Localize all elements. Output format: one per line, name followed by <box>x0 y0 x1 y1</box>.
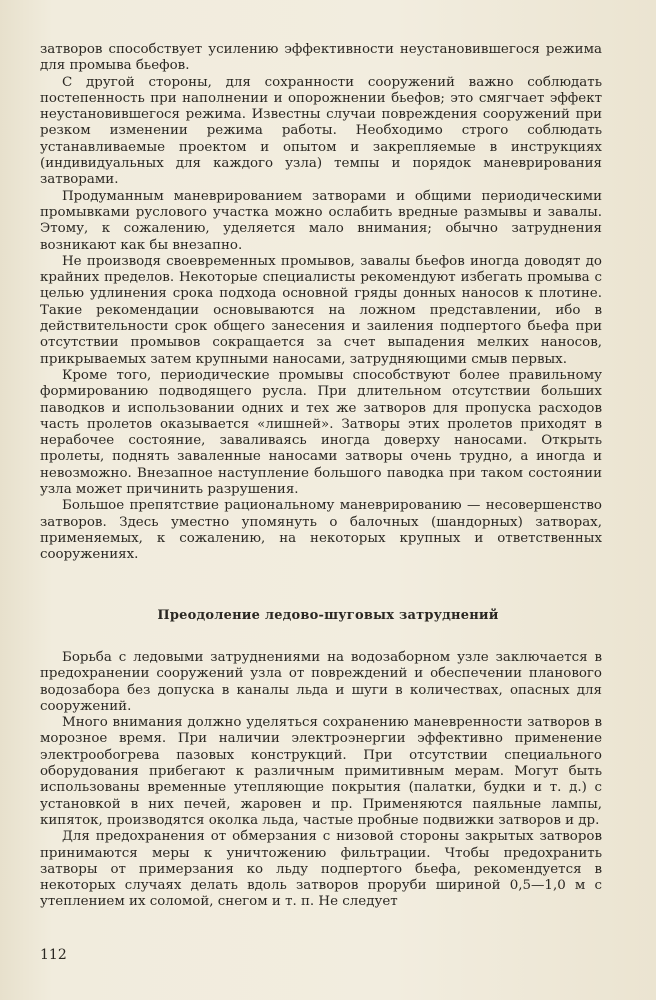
paragraph: С другой стороны, для сохранности сооружений важно соблюдать постепенность при наполнении и опорожнении бьефов; это смягчает эффект неустановившегося режима. Известны случаи повреждения сооружений при резком изменении режима работы. Необходимо строго соблюдать устанавливаемые проектом и опытом и закрепляемые в инструкциях (индивидуальных для каждого узла) темпы и порядок маневрирования затворами. <box>40 74 602 188</box>
paragraph: Не производя своевременных промывов, завалы бьефов иногда доводят до крайних пределов. Некоторые специалисты рекомендуют избегать промыва с целью удлинения срока подхода основной гряды донных наносов к плотине. Такие рекомендации основываются на ложном представлении, ибо в действительности срок общего занесения и заиления подпертого бьефа при отсутствии промывов сокращается за счет выпадения мелких наносов, прикрываемых затем крупными наносами, затрудняющими смыв первых. <box>40 253 602 367</box>
section-heading: Преодоление ледово-шуговых затруднений <box>157 608 499 623</box>
paragraph: Кроме того, периодические промывы способствуют более правильному формированию подводящего русла. При длительном отсутствии больших паводков и использовании одних и тех же затворов для пропуска расходов часть пролетов оказывается «лишней». Затворы этих пролетов приходят в нерабочее состояние, заваливаясь иногда доверху наносами. Открыть пролеты, поднять заваленные наносами затворы очень трудно, а иногда и невозможно. Внезапное наступление большого паводка при таком состоянии узла может причинить разрушения. <box>40 367 602 498</box>
body-text-after-heading <box>40 650 602 911</box>
paragraph: Большое препятствие рациональному маневрированию — несовершенство затворов. Здесь уместно упомянуть о балочных (шандорных) затворах, применяемых, к сожалению, на некоторых крупных и ответственных сооружениях. <box>40 498 602 563</box>
paragraph: Продуманным маневрированием затворами и общими периодическими промывками руслового участка можно ослабить вредные размывы и завалы. Этому, к сожалению, уделяется мало внимания; обычно затруднения возникают как бы внезапно. <box>40 188 602 253</box>
page-number: 112 <box>40 947 67 963</box>
paragraph: Борьба с ледовыми затруднениями на водозаборном узле заключается в предохранении сооружений узла от повреждений и обеспечении планового водозабора без допуска в каналы льда и шуги в количествах, опасных для сооружений. <box>40 650 602 714</box>
body-text-before-heading <box>40 42 602 564</box>
paragraph: Для предохранения от обмерзания с низовой стороны закрытых затворов принимаются меры к уничтожению фильтрации. Чтобы предохранить затворы от примерзания ко льду подпертого бьефа, рекомендуется в некоторых случаях делать вдоль затворов проруби шириной 0,5—1,0 м с утеплением их соломой, снегом и т. п. Не следует <box>40 829 602 910</box>
paragraph: Много внимания должно уделяться сохранению маневренности затворов в морозное время. При наличии электроэнергии эффективно применение электрообогрева пазовых конструкций. При отсутствии специального оборудования прибегают к различным примитивным мерам. Могут быть использованы временные утепляющие покрытия (палатки, будки и т. д.) с установкой в них печей, жаровен и пр. Применяются паяльные лампы, кипяток, производятся околка льда, частые пробные подвижки затворов и др. <box>40 715 602 828</box>
paragraph: затворов способствует усилению эффективности неустановившегося режима для промыва бьефов. <box>40 42 602 74</box>
